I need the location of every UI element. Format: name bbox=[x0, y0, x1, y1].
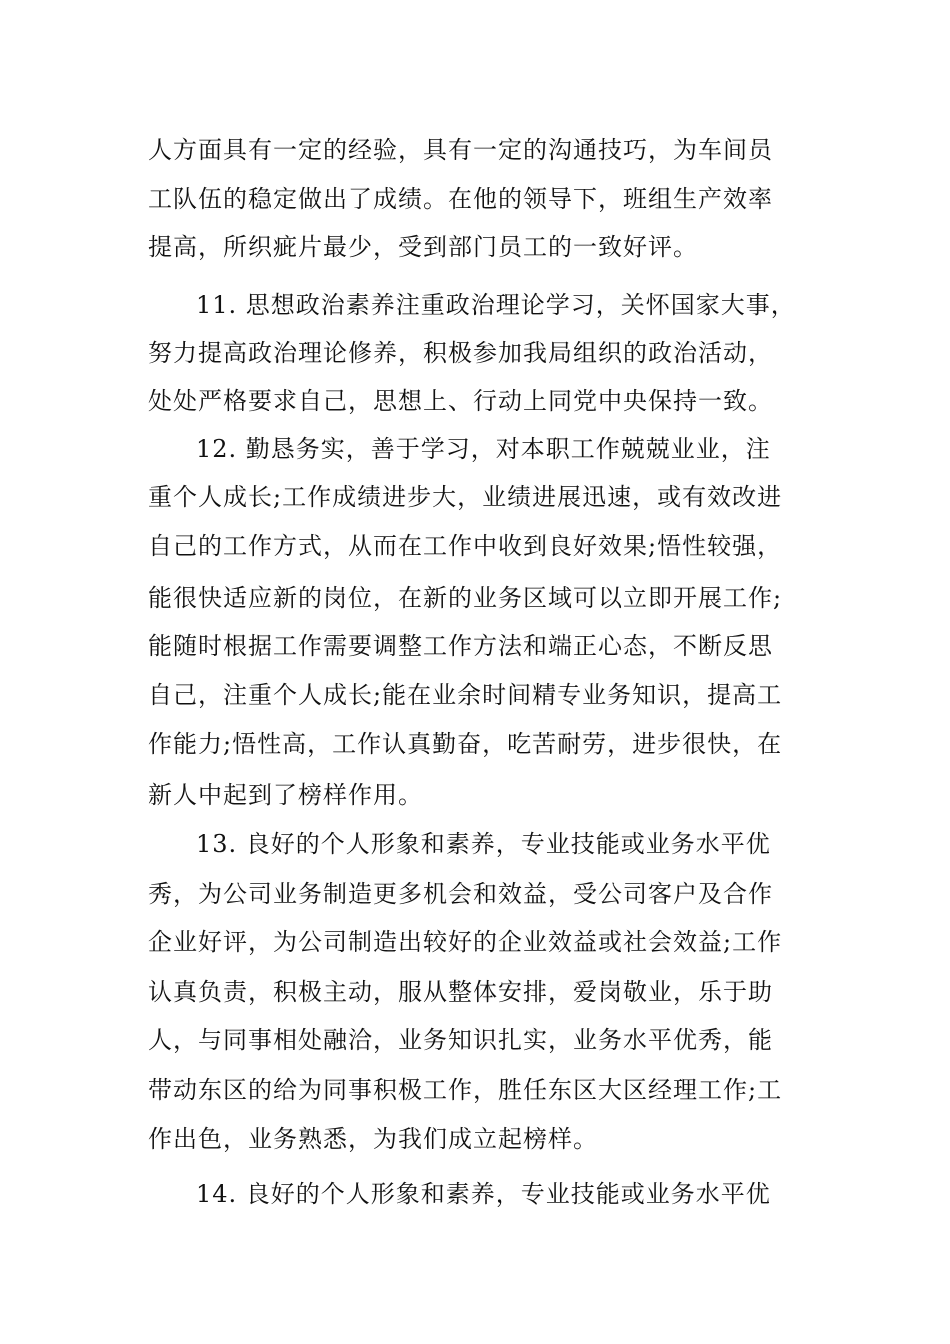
text-line: 秀，为公司业务制造更多机会和效益，受公司客户及合作 bbox=[148, 880, 773, 908]
list-item-12-first-line: 12. 勤恳务实，善于学习，对本职工作兢兢业业，注 bbox=[196, 435, 771, 463]
text-line: 工队伍的稳定做出了成绩。在他的领导下，班组生产效率 bbox=[148, 185, 773, 213]
text-line: 人方面具有一定的经验，具有一定的沟通技巧，为车间员 bbox=[148, 136, 773, 164]
list-item-11-first-line: 11. 思想政治素养注重政治理论学习，关怀国家大事， bbox=[196, 291, 796, 319]
text-line: 自己，注重个人成长;能在业余时间精专业务知识，提高工 bbox=[148, 681, 783, 709]
text-line: 自己的工作方式，从而在工作中收到良好效果;悟性较强， bbox=[148, 532, 783, 560]
text-line: 人，与同事相处融洽，业务知识扎实，业务水平优秀，能 bbox=[148, 1026, 773, 1054]
text-line: 处处严格要求自己，思想上、行动上同党中央保持一致。 bbox=[148, 387, 773, 415]
list-item-14-first-line: 14. 良好的个人形象和素养，专业技能或业务水平优 bbox=[196, 1180, 771, 1208]
text-line: 能很快适应新的岗位，在新的业务区域可以立即开展工作; bbox=[148, 584, 783, 612]
text-line: 提高，所织疵片最少，受到部门员工的一致好评。 bbox=[148, 233, 698, 261]
list-item-13-first-line: 13. 良好的个人形象和素养，专业技能或业务水平优 bbox=[196, 830, 771, 858]
text-line: 带动东区的给为同事积极工作，胜任东区大区经理工作;工 bbox=[148, 1076, 783, 1104]
text-line: 作能力;悟性高，工作认真勤奋，吃苦耐劳，进步很快，在 bbox=[148, 730, 783, 758]
text-line: 企业好评，为公司制造出较好的企业效益或社会效益;工作 bbox=[148, 928, 783, 956]
text-line: 努力提高政治理论修养，积极参加我局组织的政治活动， bbox=[148, 339, 773, 367]
text-line: 新人中起到了榜样作用。 bbox=[148, 781, 423, 809]
text-line: 作出色，业务熟悉，为我们成立起榜样。 bbox=[148, 1125, 598, 1153]
text-line: 能随时根据工作需要调整工作方法和端正心态，不断反思 bbox=[148, 632, 773, 660]
text-line: 重个人成长;工作成绩进步大，业绩进展迅速，或有效改进 bbox=[148, 483, 783, 511]
text-line: 认真负责，积极主动，服从整体安排，爱岗敬业，乐于助 bbox=[148, 978, 773, 1006]
